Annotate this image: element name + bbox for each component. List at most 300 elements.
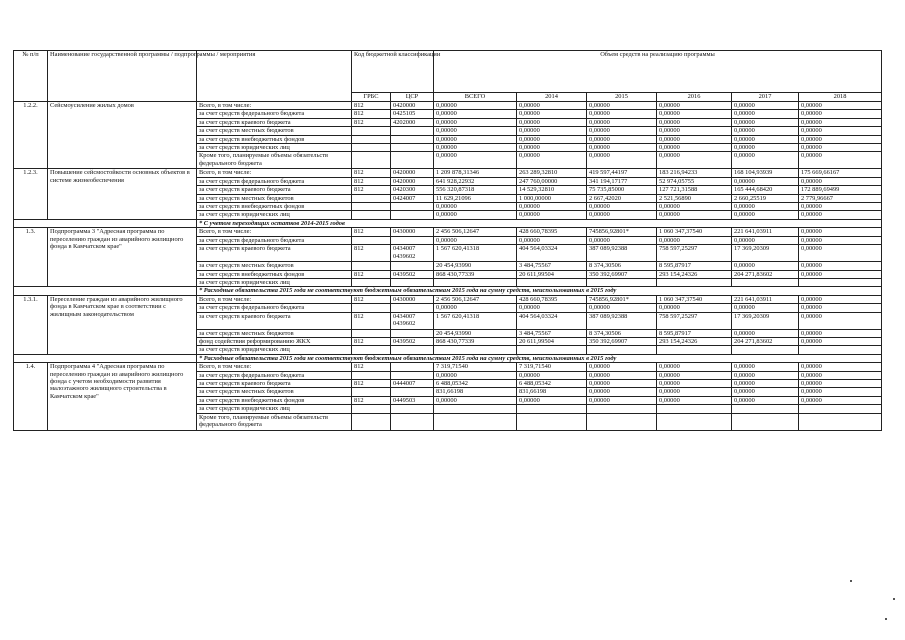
- value-2014: 831,66198: [517, 388, 587, 396]
- value-2015: 0,00000: [587, 135, 657, 143]
- header-csr: ЦСР: [391, 93, 434, 102]
- funding-source-label: за счет средств юридических лиц: [197, 346, 352, 354]
- funding-source-label: за счет средств федерального бюджета: [197, 177, 352, 185]
- funding-source-label: за счет средств федерального бюджета: [197, 304, 352, 312]
- csr-code: 0425105: [391, 110, 434, 118]
- grbs-code: [352, 278, 391, 286]
- value-2018: 0,00000: [799, 177, 882, 185]
- value-2016: 758 597,25297: [657, 312, 732, 329]
- total-value: 0,00000: [434, 102, 517, 110]
- grbs-code: [352, 304, 391, 312]
- value-2018: 0,00000: [799, 329, 882, 337]
- value-2018: 0,00000: [799, 312, 882, 329]
- csr-code: 4202000: [391, 118, 434, 126]
- row-number: 1.2.2.: [14, 102, 48, 169]
- header-row: [14, 51, 882, 93]
- total-value: 20 454,93990: [434, 329, 517, 337]
- value-2015: [587, 405, 657, 413]
- funding-source-label: за счет средств краевого бюджета: [197, 312, 352, 329]
- total-value: 1 567 620,41318: [434, 245, 517, 262]
- value-2017: [732, 405, 799, 413]
- funding-source-label: за счет средств местных бюджетов: [197, 388, 352, 396]
- grbs-code: [352, 144, 391, 152]
- funding-source-label: за счет средств местных бюджетов: [197, 329, 352, 337]
- measure-title: Повышение сейсмостойкости основных объектов в системе жизнеобеспечения: [48, 169, 197, 219]
- value-2015: 745856,92801*: [587, 295, 657, 303]
- grbs-code: [352, 413, 391, 430]
- value-2017: 0,00000: [732, 110, 799, 118]
- total-value: 2 456 506,12647: [434, 295, 517, 303]
- value-2016: 0,00000: [657, 363, 732, 371]
- csr-code: [391, 135, 434, 143]
- measure-title: Подпрограмма 3 "Адресная программа по переселению граждан из аварийного жилищного фонда в Камчатском крае": [48, 228, 197, 287]
- csr-code: 0420000: [391, 169, 434, 177]
- value-2014: 247 760,00000: [517, 177, 587, 185]
- funding-source-label: Кроме того, планируемые объемы обязательств федерального бюджета: [197, 413, 352, 430]
- value-2014: 0,00000: [517, 144, 587, 152]
- grbs-code: [352, 135, 391, 143]
- value-2018: 0,00000: [799, 203, 882, 211]
- program-table: [13, 50, 882, 431]
- value-2016: 758 597,25297: [657, 245, 732, 262]
- total-value: 868 430,77339: [434, 270, 517, 278]
- value-2015: 0,00000: [587, 371, 657, 379]
- csr-code: [391, 144, 434, 152]
- value-2014: [517, 413, 587, 430]
- grbs-code: 812: [352, 102, 391, 110]
- value-2018: 0,00000: [799, 245, 882, 262]
- value-2018: [799, 405, 882, 413]
- csr-code: 0434007 0439602: [391, 245, 434, 262]
- total-value: 831,66198: [434, 388, 517, 396]
- grbs-code: 812: [352, 177, 391, 185]
- funding-source-label: Всего, в том числе:: [197, 363, 352, 371]
- csr-code: [391, 203, 434, 211]
- value-2014: 0,00000: [517, 203, 587, 211]
- value-2018: 0,00000: [799, 118, 882, 126]
- table-row: [14, 363, 882, 371]
- header-volume: Объем средств на реализацию программы: [434, 51, 882, 93]
- csr-code: 0439502: [391, 337, 434, 345]
- total-value: 1 567 620,41318: [434, 312, 517, 329]
- grbs-code: 812: [352, 363, 391, 371]
- row-number: 1.4.: [14, 363, 48, 430]
- footnote: * Расходные обязательства 2015 года не соответствуют бюджетным обязательствам 2015 года на сумму средств, неиспользованных в 2015 году: [197, 287, 882, 295]
- measure-title: Переселение граждан из аварийного жилищного фонда в Камчатском крае в соответствии с жилищным законодательством: [48, 295, 197, 354]
- value-2018: 0,00000: [799, 110, 882, 118]
- value-2015: 341 194,17177: [587, 177, 657, 185]
- funding-source-label: за счет средств краевого бюджета: [197, 379, 352, 387]
- value-2015: 0,00000: [587, 304, 657, 312]
- csr-code: [391, 371, 434, 379]
- total-value: 0,00000: [434, 144, 517, 152]
- total-value: [434, 278, 517, 286]
- value-2018: 0,00000: [799, 236, 882, 244]
- value-2018: [799, 278, 882, 286]
- table-row: [14, 295, 882, 303]
- value-2015: [587, 278, 657, 286]
- grbs-code: 812: [352, 337, 391, 345]
- header-name: Наименование государственной программы / подпрограммы / мероприятия: [48, 51, 197, 102]
- csr-code: [391, 304, 434, 312]
- value-2018: 0,00000: [799, 304, 882, 312]
- total-value: 2 456 506,12647: [434, 228, 517, 236]
- value-2014: 0,00000: [517, 211, 587, 219]
- value-2017: 0,00000: [732, 363, 799, 371]
- value-2018: 0,00000: [799, 337, 882, 345]
- total-value: 0,00000: [434, 304, 517, 312]
- header-2018: 2018: [799, 93, 882, 102]
- csr-code: 0420000: [391, 102, 434, 110]
- value-2017: 0,00000: [732, 371, 799, 379]
- total-value: 0,00000: [434, 152, 517, 169]
- value-2014: 6 488,05342: [517, 379, 587, 387]
- value-2015: 350 392,69907: [587, 337, 657, 345]
- value-2016: [657, 278, 732, 286]
- measure-title: Сейсмоусиление жилых домов: [48, 102, 197, 169]
- grbs-code: 812: [352, 110, 391, 118]
- csr-code: 0420000: [391, 177, 434, 185]
- value-2018: 0,00000: [799, 211, 882, 219]
- value-2015: 0,00000: [587, 102, 657, 110]
- funding-source-label: за счет средств краевого бюджета: [197, 118, 352, 126]
- value-2015: 0,00000: [587, 118, 657, 126]
- csr-code: 0430000: [391, 228, 434, 236]
- grbs-code: 812: [352, 379, 391, 387]
- csr-code: [391, 127, 434, 135]
- footnote: * С учетом переходящих остатков 2014-2015 годов: [197, 219, 882, 227]
- table-row: [14, 228, 882, 236]
- note-spacer: [14, 287, 197, 295]
- csr-code: 0439502: [391, 270, 434, 278]
- value-2017: 0,00000: [732, 127, 799, 135]
- value-2018: [799, 413, 882, 430]
- value-2018: 2 779,96667: [799, 194, 882, 202]
- value-2015: 0,00000: [587, 203, 657, 211]
- grbs-code: [352, 346, 391, 354]
- value-2018: 0,00000: [799, 371, 882, 379]
- total-value: 0,00000: [434, 135, 517, 143]
- grbs-code: [352, 194, 391, 202]
- value-2014: 3 484,75567: [517, 329, 587, 337]
- funding-source-label: за счет средств внебюджетных фондов: [197, 270, 352, 278]
- total-value: 0,00000: [434, 371, 517, 379]
- funding-source-label: за счет средств федерального бюджета: [197, 371, 352, 379]
- value-2015: 0,00000: [587, 379, 657, 387]
- csr-code: [391, 363, 434, 371]
- value-2016: [657, 405, 732, 413]
- funding-source-label: за счет средств юридических лиц: [197, 144, 352, 152]
- grbs-code: [352, 203, 391, 211]
- value-2018: 0,00000: [799, 127, 882, 135]
- funding-source-label: за счет средств внебюджетных фондов: [197, 396, 352, 404]
- value-2016: 1 060 347,37540: [657, 228, 732, 236]
- value-2016: 0,00000: [657, 102, 732, 110]
- csr-code: [391, 236, 434, 244]
- csr-code: [391, 405, 434, 413]
- total-value: 7 319,71540: [434, 363, 517, 371]
- value-2017: 221 641,03911: [732, 228, 799, 236]
- value-2017: 17 369,20309: [732, 312, 799, 329]
- total-value: [434, 346, 517, 354]
- value-2016: 0,00000: [657, 379, 732, 387]
- value-2017: 0,00000: [732, 102, 799, 110]
- funding-source-label: за счет средств федерального бюджета: [197, 110, 352, 118]
- csr-code: 0420300: [391, 186, 434, 194]
- value-2016: 0,00000: [657, 388, 732, 396]
- value-2016: 0,00000: [657, 304, 732, 312]
- funding-source-label: за счет средств внебюджетных фондов: [197, 135, 352, 143]
- total-value: 0,00000: [434, 118, 517, 126]
- value-2017: 204 271,83602: [732, 270, 799, 278]
- value-2016: 0,00000: [657, 203, 732, 211]
- header-grbs: ГРБС: [352, 93, 391, 102]
- grbs-code: 812: [352, 312, 391, 329]
- grbs-code: [352, 236, 391, 244]
- value-2016: 0,00000: [657, 236, 732, 244]
- total-value: 0,00000: [434, 110, 517, 118]
- value-2014: [517, 346, 587, 354]
- header-blank: [197, 51, 352, 102]
- value-2015: 0,00000: [587, 110, 657, 118]
- value-2016: 127 721,31588: [657, 186, 732, 194]
- value-2018: 0,00000: [799, 228, 882, 236]
- value-2018: 0,00000: [799, 152, 882, 169]
- value-2015: 0,00000: [587, 236, 657, 244]
- value-2015: 0,00000: [587, 127, 657, 135]
- value-2015: [587, 346, 657, 354]
- table-body: [14, 51, 882, 431]
- value-2014: 0,00000: [517, 396, 587, 404]
- value-2017: 0,00000: [732, 388, 799, 396]
- scan-speck: [850, 580, 852, 582]
- funding-source-label: Всего, в том числе:: [197, 102, 352, 110]
- value-2017: 0,00000: [732, 304, 799, 312]
- grbs-code: [352, 152, 391, 169]
- funding-source-label: Всего, в том числе:: [197, 295, 352, 303]
- value-2016: 52 974,05755: [657, 177, 732, 185]
- value-2014: 1 000,00000: [517, 194, 587, 202]
- funding-source-label: за счет средств местных бюджетов: [197, 262, 352, 270]
- value-2017: 0,00000: [732, 118, 799, 126]
- header-2016: 2016: [657, 93, 732, 102]
- document-sheet: [13, 50, 882, 431]
- value-2018: 0,00000: [799, 144, 882, 152]
- value-2018: 0,00000: [799, 396, 882, 404]
- csr-code: 0444007: [391, 379, 434, 387]
- value-2018: 0,00000: [799, 135, 882, 143]
- value-2014: 404 564,03324: [517, 312, 587, 329]
- funding-source-label: Кроме того, планируемые объемы обязательств федерального бюджета: [197, 152, 352, 169]
- value-2015: 745856,92801*: [587, 228, 657, 236]
- value-2018: 0,00000: [799, 262, 882, 270]
- value-2017: 204 271,83602: [732, 337, 799, 345]
- funding-source-label: Всего, в том числе:: [197, 169, 352, 177]
- csr-code: 0434007 0439602: [391, 312, 434, 329]
- csr-code: 0424007: [391, 194, 434, 202]
- grbs-code: 812: [352, 169, 391, 177]
- value-2014: [517, 278, 587, 286]
- value-2015: 0,00000: [587, 211, 657, 219]
- table-row: [14, 102, 882, 110]
- value-2018: [799, 346, 882, 354]
- value-2018: 175 669,66167: [799, 169, 882, 177]
- value-2017: 2 660,25519: [732, 194, 799, 202]
- value-2014: 404 564,03324: [517, 245, 587, 262]
- value-2018: 0,00000: [799, 379, 882, 387]
- value-2018: 0,00000: [799, 102, 882, 110]
- value-2016: [657, 346, 732, 354]
- value-2015: 0,00000: [587, 363, 657, 371]
- value-2015: 0,00000: [587, 388, 657, 396]
- funding-source-label: за счет средств юридических лиц: [197, 211, 352, 219]
- funding-source-label: за счет средств внебюджетных фондов: [197, 203, 352, 211]
- header-2017: 2017: [732, 93, 799, 102]
- value-2016: 0,00000: [657, 371, 732, 379]
- value-2014: 0,00000: [517, 371, 587, 379]
- value-2018: 0,00000: [799, 270, 882, 278]
- note-row: [14, 287, 882, 295]
- funding-source-label: за счет средств местных бюджетов: [197, 194, 352, 202]
- value-2015: 2 667,42020: [587, 194, 657, 202]
- csr-code: [391, 346, 434, 354]
- value-2015: [587, 413, 657, 430]
- header-total: ВСЕГО: [434, 93, 517, 102]
- value-2014: 3 484,75567: [517, 262, 587, 270]
- value-2014: 0,00000: [517, 127, 587, 135]
- total-value: 0,00000: [434, 211, 517, 219]
- header-code: Код бюджетной классификации: [352, 51, 434, 93]
- value-2016: 0,00000: [657, 211, 732, 219]
- grbs-code: 812: [352, 228, 391, 236]
- value-2016: 0,00000: [657, 127, 732, 135]
- total-value: 556 320,87318: [434, 186, 517, 194]
- value-2014: 7 319,71540: [517, 363, 587, 371]
- value-2014: 20 611,99504: [517, 337, 587, 345]
- value-2016: 1 060 347,37540: [657, 295, 732, 303]
- value-2014: [517, 405, 587, 413]
- value-2018: 172 889,69499: [799, 186, 882, 194]
- value-2017: [732, 346, 799, 354]
- value-2016: 0,00000: [657, 396, 732, 404]
- csr-code: [391, 413, 434, 430]
- grbs-code: [352, 329, 391, 337]
- note-spacer: [14, 219, 197, 227]
- value-2017: 165 444,68420: [732, 186, 799, 194]
- csr-code: [391, 211, 434, 219]
- value-2017: [732, 278, 799, 286]
- funding-source-label: за счет средств краевого бюджета: [197, 186, 352, 194]
- value-2017: 168 104,93939: [732, 169, 799, 177]
- value-2015: 387 089,92388: [587, 245, 657, 262]
- value-2018: 0,00000: [799, 295, 882, 303]
- funding-source-label: за счет средств юридических лиц: [197, 405, 352, 413]
- value-2014: 0,00000: [517, 236, 587, 244]
- value-2017: 0,00000: [732, 144, 799, 152]
- value-2017: 0,00000: [732, 135, 799, 143]
- csr-code: [391, 278, 434, 286]
- value-2017: 0,00000: [732, 211, 799, 219]
- value-2016: 8 595,87917: [657, 262, 732, 270]
- csr-code: [391, 152, 434, 169]
- funding-source-label: за счет средств федерального бюджета: [197, 236, 352, 244]
- total-value: 0,00000: [434, 396, 517, 404]
- grbs-code: [352, 405, 391, 413]
- grbs-code: [352, 388, 391, 396]
- grbs-code: [352, 211, 391, 219]
- value-2014: 0,00000: [517, 110, 587, 118]
- funding-source-label: фонд содействия реформированию ЖКХ: [197, 337, 352, 345]
- table-row: [14, 169, 882, 177]
- value-2014: 428 660,78395: [517, 228, 587, 236]
- value-2018: 0,00000: [799, 388, 882, 396]
- value-2016: 0,00000: [657, 110, 732, 118]
- header-2014: 2014: [517, 93, 587, 102]
- value-2015: 419 597,44197: [587, 169, 657, 177]
- value-2016: 0,00000: [657, 135, 732, 143]
- value-2018: 0,00000: [799, 363, 882, 371]
- grbs-code: 812: [352, 245, 391, 262]
- funding-source-label: за счет средств местных бюджетов: [197, 127, 352, 135]
- value-2016: 2 521,56890: [657, 194, 732, 202]
- value-2017: 0,00000: [732, 262, 799, 270]
- value-2015: 0,00000: [587, 396, 657, 404]
- value-2016: 293 154,24326: [657, 270, 732, 278]
- value-2017: 0,00000: [732, 152, 799, 169]
- value-2017: 0,00000: [732, 329, 799, 337]
- value-2017: 0,00000: [732, 396, 799, 404]
- value-2016: 183 216,94233: [657, 169, 732, 177]
- total-value: 11 629,21096: [434, 194, 517, 202]
- scan-speck: [893, 598, 895, 600]
- funding-source-label: за счет средств юридических лиц: [197, 278, 352, 286]
- value-2017: 0,00000: [732, 379, 799, 387]
- value-2014: 0,00000: [517, 135, 587, 143]
- value-2017: 221 641,03911: [732, 295, 799, 303]
- value-2014: 0,00000: [517, 304, 587, 312]
- funding-source-label: за счет средств краевого бюджета: [197, 245, 352, 262]
- funding-source-label: Всего, в том числе:: [197, 228, 352, 236]
- value-2016: 0,00000: [657, 144, 732, 152]
- total-value: 868 430,77339: [434, 337, 517, 345]
- note-spacer: [14, 354, 197, 362]
- csr-code: [391, 388, 434, 396]
- value-2017: 0,00000: [732, 177, 799, 185]
- grbs-code: 812: [352, 186, 391, 194]
- total-value: 6 488,05342: [434, 379, 517, 387]
- value-2014: 0,00000: [517, 152, 587, 169]
- total-value: [434, 405, 517, 413]
- row-number: 1.3.: [14, 228, 48, 287]
- value-2014: 0,00000: [517, 102, 587, 110]
- total-value: 641 928,22932: [434, 177, 517, 185]
- grbs-code: 812: [352, 295, 391, 303]
- value-2017: 0,00000: [732, 236, 799, 244]
- value-2015: 350 392,69907: [587, 270, 657, 278]
- value-2017: 17 369,20309: [732, 245, 799, 262]
- value-2016: 0,00000: [657, 152, 732, 169]
- value-2016: 0,00000: [657, 118, 732, 126]
- csr-code: [391, 329, 434, 337]
- measure-title: Подпрограмма 4 "Адресная программа по переселению граждан из аварийного жилищного фонда с учетом необходимости развития малоэтажного жилищного строительства в Камчатском крае": [48, 363, 197, 430]
- scan-speck: [885, 618, 887, 620]
- total-value: 0,00000: [434, 127, 517, 135]
- total-value: 0,00000: [434, 203, 517, 211]
- footnote: * Расходные обязательства 2015 года не соответствуют бюджетным обязательствам 2015 года на сумму средств, неиспользованных в 2015 году: [197, 354, 882, 362]
- grbs-code: [352, 262, 391, 270]
- total-value: [434, 413, 517, 430]
- value-2017: [732, 413, 799, 430]
